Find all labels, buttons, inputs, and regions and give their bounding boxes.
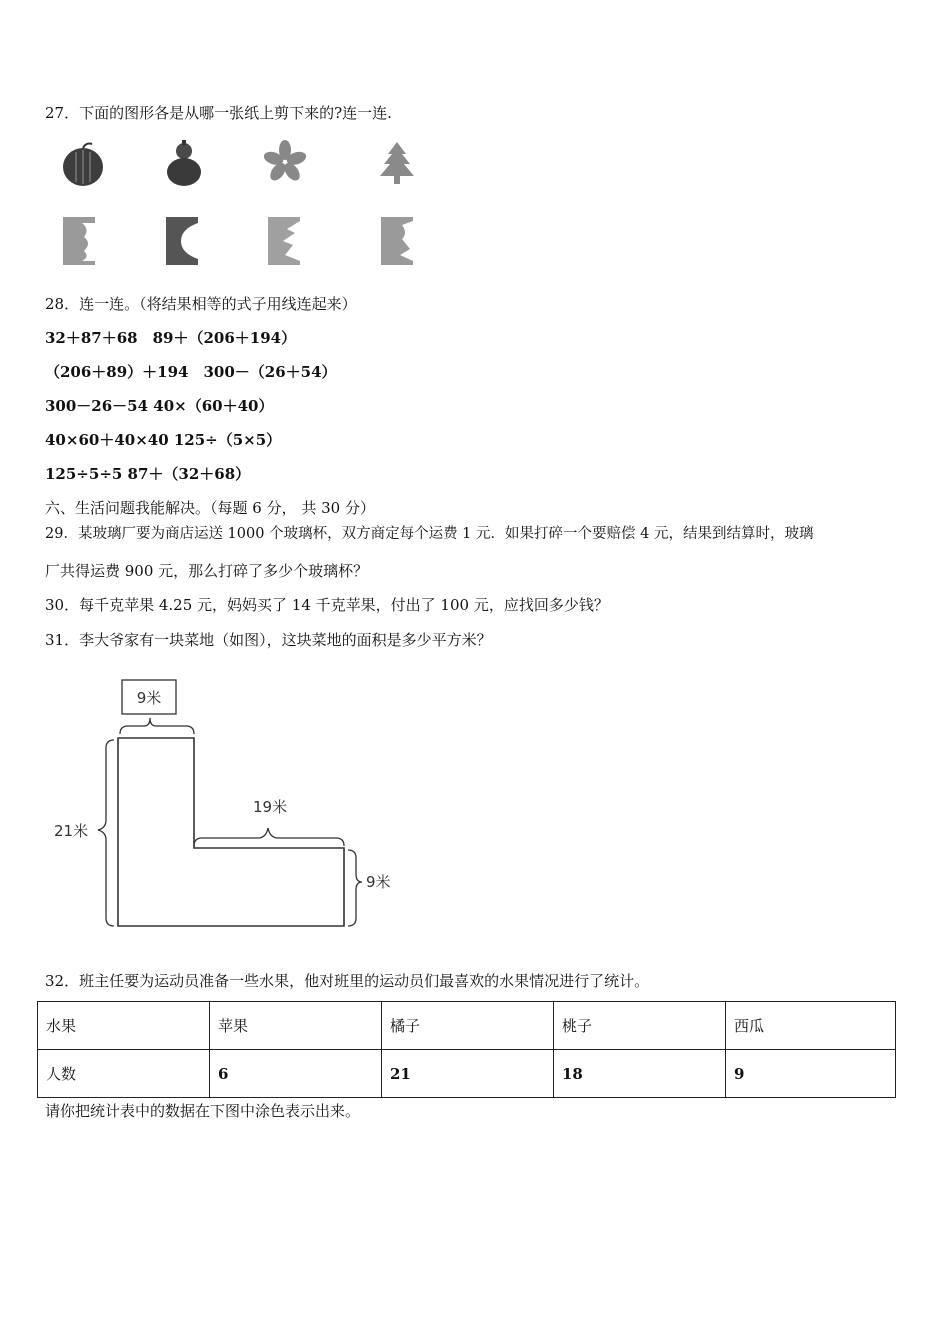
flower-icon <box>262 140 308 184</box>
table-cell: 水果 <box>38 1002 210 1050</box>
gourd-icon <box>162 138 206 188</box>
l-shape-outline <box>118 738 344 926</box>
tree-icon <box>376 140 418 186</box>
q31-text: 31．李大爷家有一块菜地（如图），这块菜地的面积是多少平方米？ <box>45 631 492 649</box>
table-row <box>38 1050 896 1098</box>
table-cell: 9 <box>726 1050 896 1098</box>
q27-text: 27．下面的图形各是从哪一张纸上剪下来的?连一连. <box>45 104 392 122</box>
top-brace <box>120 718 194 734</box>
section-6-title: 六、生活问题我能解决。（每题 6 分， 共 30 分） <box>45 499 375 517</box>
paper-cut-4-icon <box>378 215 416 267</box>
paper-cut-3-icon <box>265 215 303 267</box>
q28-title: 28．连一连。（将结果相等的式子用线连起来） <box>45 295 357 313</box>
right-brace <box>348 850 362 926</box>
q28-row-5: 125÷5÷5 87＋（32＋68） <box>45 465 251 483</box>
paper-cut-1-icon <box>60 215 98 267</box>
q28-row-4: 40×60＋40×40 125÷（5×5） <box>45 431 282 449</box>
paper-cut-2-icon <box>163 215 201 267</box>
top-width-label: 9米 <box>136 689 162 707</box>
middle-brace <box>194 828 344 846</box>
table-cell: 桃子 <box>554 1002 726 1050</box>
q32-after-text: 请你把统计表中的数据在下图中涂色表示出来。 <box>45 1102 361 1120</box>
table-cell: 人数 <box>38 1050 210 1098</box>
left-brace <box>98 740 114 926</box>
table-header-row <box>38 1002 896 1050</box>
table-cell: 苹果 <box>210 1002 382 1050</box>
table-cell: 西瓜 <box>726 1002 896 1050</box>
q28-row-1: 32＋87＋68 89＋（206＋194） <box>45 329 297 347</box>
left-height-label: 21米 <box>54 822 89 840</box>
bottom-length-label: 19米 <box>253 798 288 816</box>
right-height-label: 9米 <box>366 873 391 891</box>
table-cell: 18 <box>554 1050 726 1098</box>
field-figure <box>40 670 420 940</box>
q28-row-3: 300－26－54 40×（60＋40） <box>45 397 274 415</box>
q29-line-1: 29．某玻璃厂要为商店运送 1000 个玻璃杯，双方商定每个运费 1 元．如果打碎一个要赔偿 4 元，结果到结算时，玻璃 <box>45 526 814 542</box>
fruit-statistics-table <box>37 1001 896 1098</box>
table-cell: 6 <box>210 1050 382 1098</box>
apple-icon <box>58 140 108 188</box>
table-cell: 21 <box>382 1050 554 1098</box>
q32-text: 32．班主任要为运动员准备一些水果，他对班里的运动员们最喜欢的水果情况进行了统计。 <box>45 972 650 990</box>
q28-row-2: （206＋89）＋194 300－（26＋54） <box>45 363 337 381</box>
q30-text: 30．每千克苹果 4.25 元，妈妈买了 14 千克苹果，付出了 100 元，应找回多少钱？ <box>45 596 609 614</box>
q29-line-2: 厂共得运费 900 元，那么打碎了多少个玻璃杯？ <box>45 562 369 580</box>
table-cell: 橘子 <box>382 1002 554 1050</box>
